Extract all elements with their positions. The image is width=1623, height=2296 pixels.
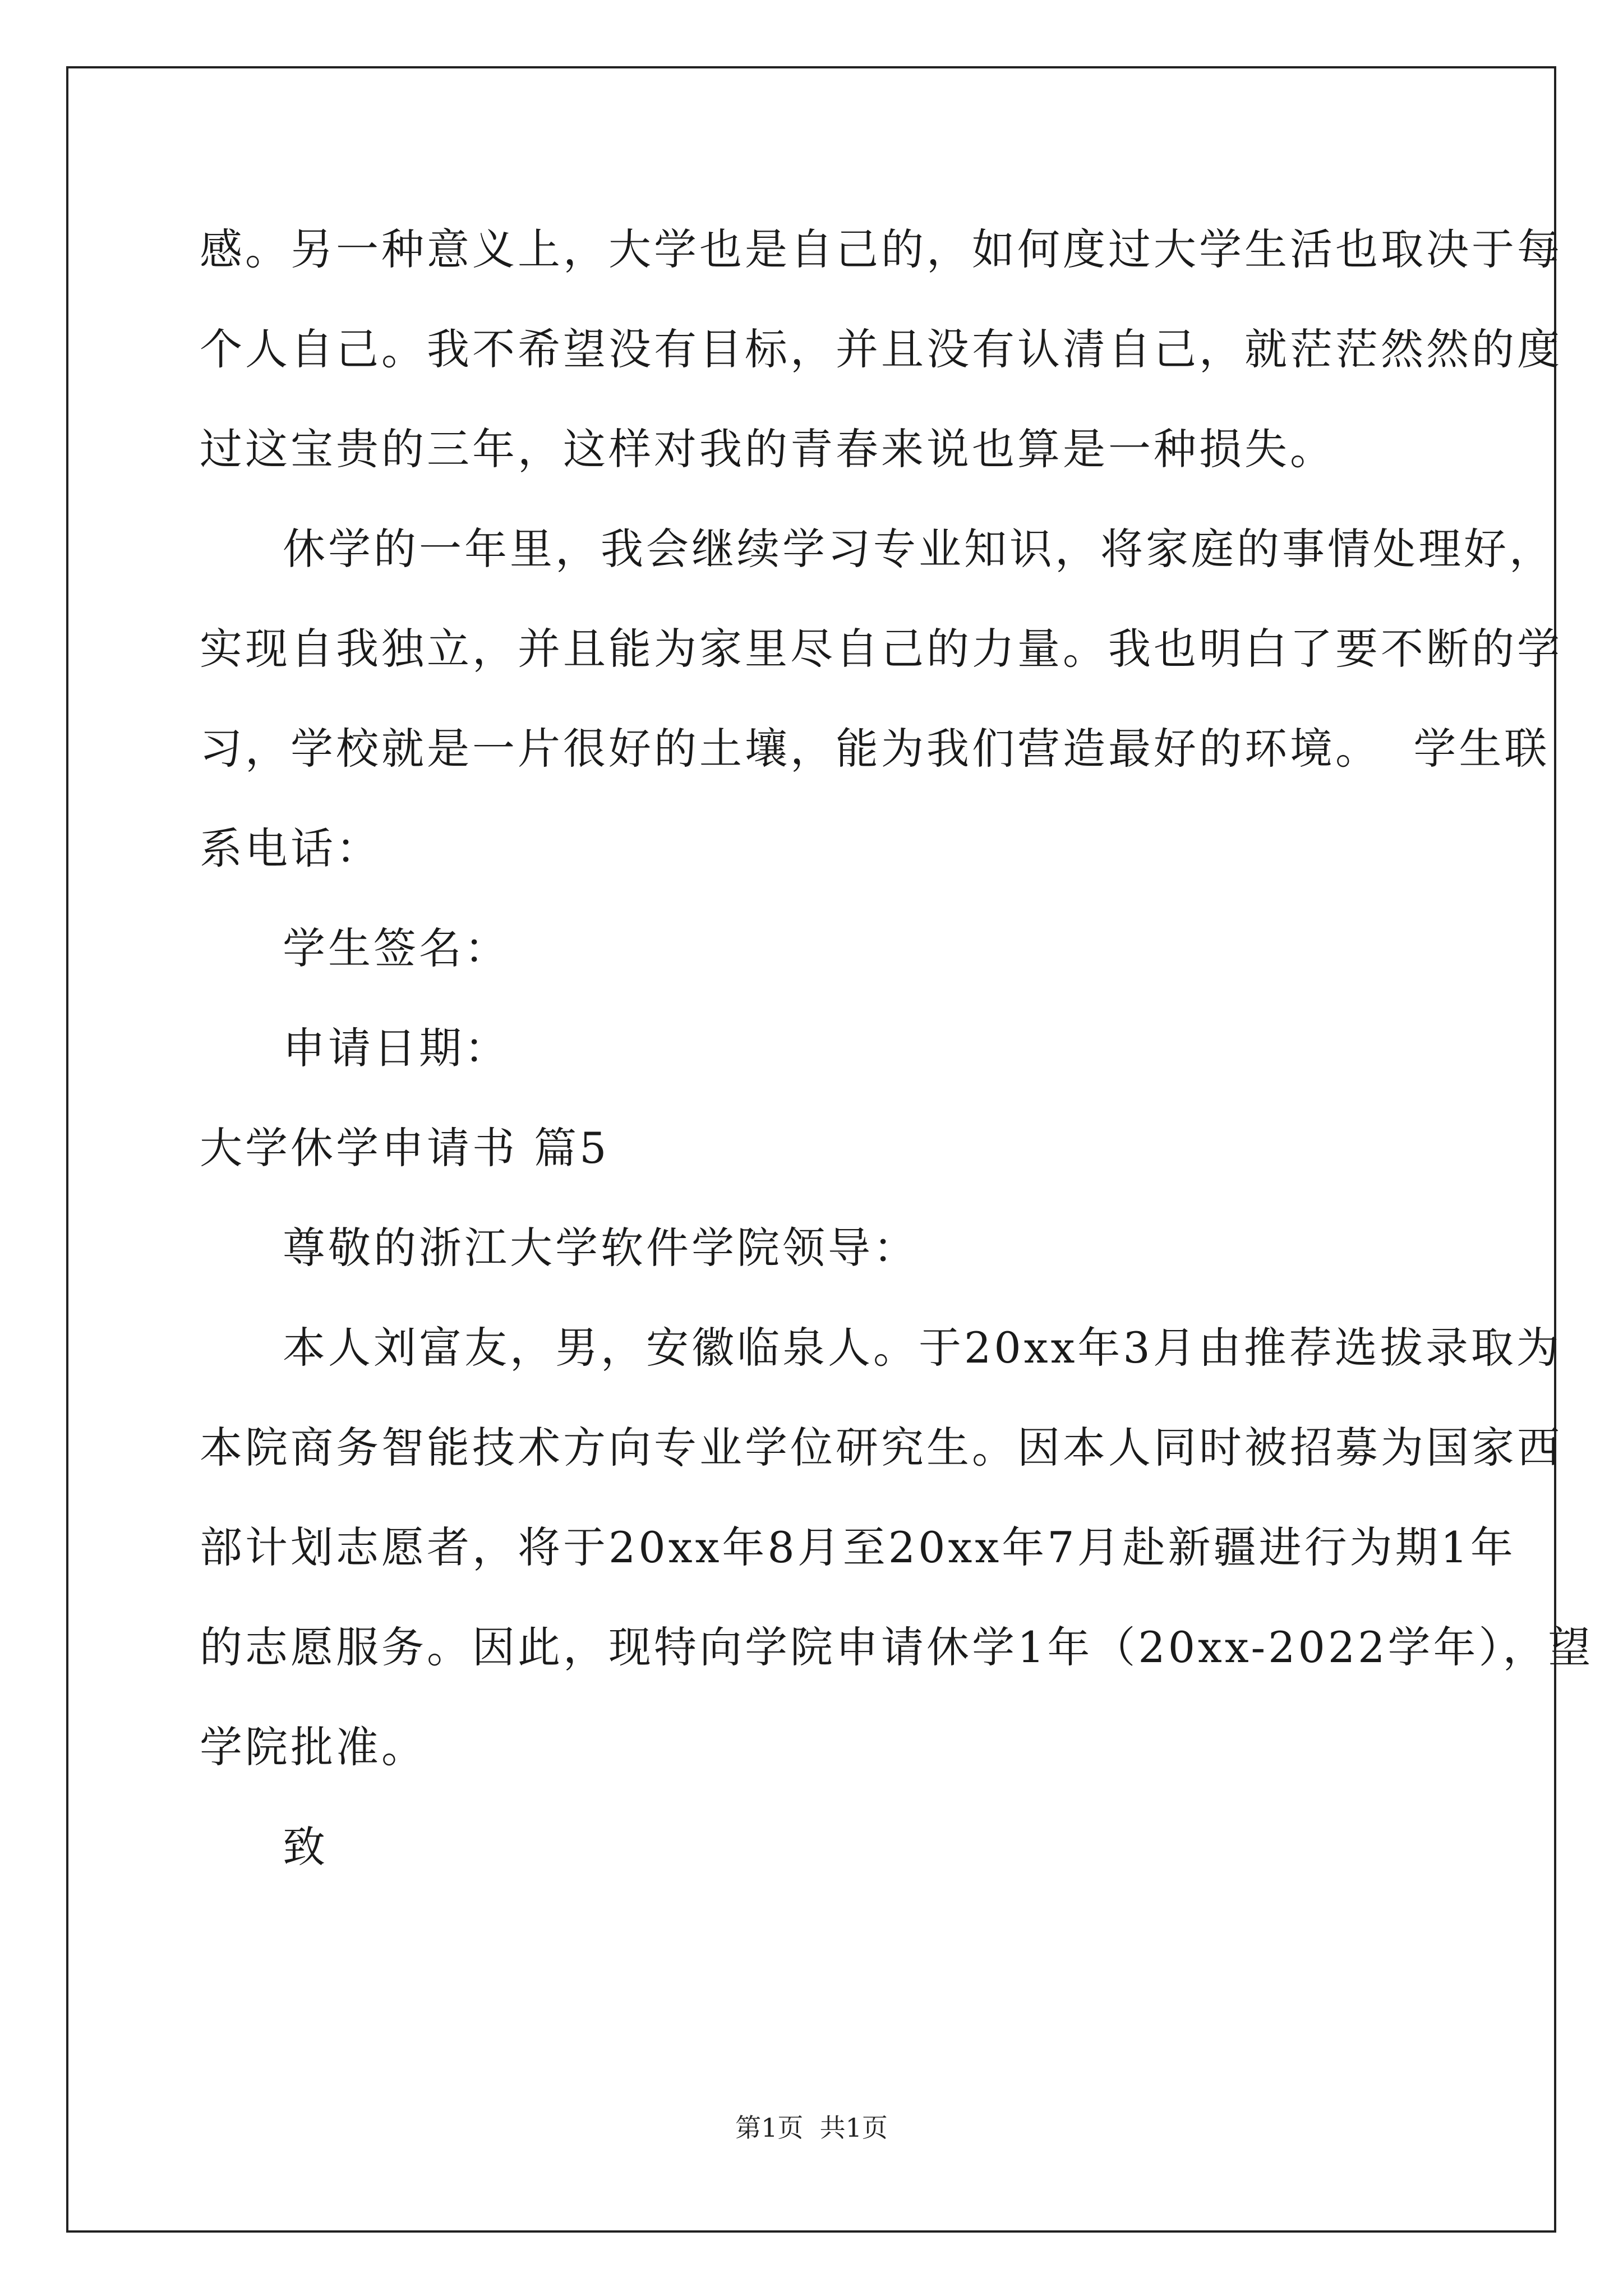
paragraph-1-line-2: 个人自己。我不希望没有目标，并且没有认清自己，就茫茫然然的度 <box>200 324 1562 374</box>
paragraph-1-line-3: 过这宝贵的三年，这样对我的青春来说也算是一种损失。 <box>200 424 1335 474</box>
salutation: 尊敬的浙江大学软件学院领导： <box>283 1223 919 1273</box>
signature-label: 学生签名： <box>283 923 510 973</box>
paragraph-3-line-2: 本院商务智能技术方向专业学位研究生。因本人同时被招募为国家西 <box>200 1423 1562 1473</box>
paragraph-3-line-5: 学院批准。 <box>200 1722 427 1772</box>
paragraph-2-line-1: 休学的一年里，我会继续学习专业知识，将家庭的事情处理好， <box>283 524 1555 574</box>
paragraph-3-line-3: 部计划志愿者，将于20xx年8月至20xx年7月赴新疆进行为期1年 <box>200 1522 1516 1572</box>
section-heading: 大学休学申请书 篇5 <box>200 1123 610 1173</box>
paragraph-1-line-1: 感。另一种意义上，大学也是自己的，如何度过大学生活也取决于每 <box>200 224 1562 274</box>
paragraph-2-line-4: 系电话： <box>200 823 381 873</box>
paragraph-3-line-4: 的志愿服务。因此，现特向学院申请休学1年（20xx-2022学年），望 <box>200 1622 1594 1672</box>
paragraph-3-line-1: 本人刘富友，男，安徽临泉人。于20xx年3月由推荐选拔录取为 <box>283 1323 1562 1373</box>
page-footer: 第1页 共1页 <box>735 2113 888 2143</box>
paragraph-2-line-2: 实现自我独立，并且能为家里尽自己的力量。我也明白了要不断的学 <box>200 624 1562 674</box>
closing-text: 致 <box>283 1822 328 1872</box>
paragraph-2-line-3: 习，学校就是一片很好的土壤，能为我们营造最好的环境。 学生联 <box>200 724 1550 774</box>
date-label: 申请日期： <box>283 1023 510 1073</box>
